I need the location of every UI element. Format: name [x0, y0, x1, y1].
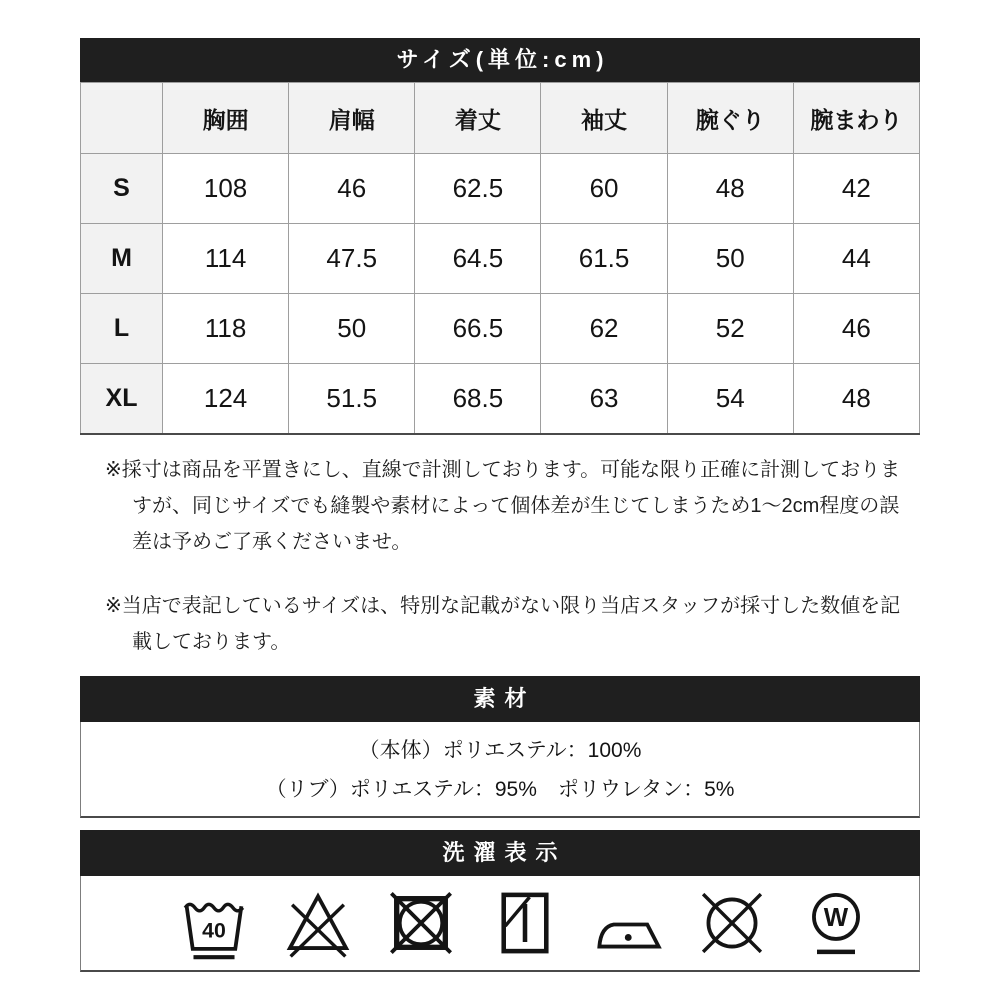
do-not-bleach-icon [280, 885, 356, 961]
measurement-value: 51.5 [289, 364, 415, 434]
measurement-value: 62 [541, 294, 667, 364]
size-row-s [81, 154, 920, 224]
wash-40-mild-icon [176, 885, 252, 961]
measurement-value: 46 [289, 154, 415, 224]
do-not-tumble-dry-icon [383, 885, 459, 961]
note-staff-measured: ※当店で表記しているサイズは、特別な記載がない限り当店スタッフが採寸した数値を記載しております。 [105, 594, 901, 653]
size-table [80, 82, 920, 435]
measurement-value: 48 [793, 364, 919, 434]
measurement-value: 118 [163, 294, 289, 364]
wet-cleaning-mild-icon [798, 885, 874, 961]
measurement-value: 108 [163, 154, 289, 224]
material-section [80, 676, 920, 818]
column-header-shoulder: 肩幅 [289, 83, 415, 154]
measurement-value: 68.5 [415, 364, 541, 434]
measurement-value: 62.5 [415, 154, 541, 224]
measurement-value: 44 [793, 224, 919, 294]
do-not-dry-clean-icon [694, 885, 770, 961]
measurement-value: 46 [793, 294, 919, 364]
size-label: M [81, 224, 163, 294]
size-label: XL [81, 364, 163, 434]
column-header-arm-width: 腕まわり [793, 83, 919, 154]
material-line-rib: （リブ）ポリエステル：95% ポリウレタン：5% [265, 778, 735, 801]
size-row-xl [81, 364, 920, 434]
line-dry-in-shade-icon [487, 885, 563, 961]
size-label: S [81, 154, 163, 224]
care-symbols-row [81, 876, 919, 970]
column-header-length: 着丈 [415, 83, 541, 154]
care-section [80, 830, 920, 972]
wash-temp-label: 40 [202, 917, 226, 942]
size-section-title: サイズ(単位:cm) [80, 38, 920, 82]
material-section-title: 素材 [80, 676, 920, 722]
measurement-value: 64.5 [415, 224, 541, 294]
measurement-value: 47.5 [289, 224, 415, 294]
material-line-body: （本体）ポリエステル：100% [358, 739, 642, 762]
size-table-header-row [81, 83, 920, 154]
measurement-value: 63 [541, 364, 667, 434]
size-section [80, 38, 920, 435]
measurement-value: 66.5 [415, 294, 541, 364]
note-measurement-accuracy: ※採寸は商品を平置きにし、直線で計測しております。可能な限り正確に計測しておりますが、同じサイズでも縫製や素材によって個体差が生じてしまうため1〜2cm程度の誤差は予めご了承くださいませ。 [105, 458, 901, 553]
size-row-m [81, 224, 920, 294]
measurement-value: 42 [793, 154, 919, 224]
column-header-chest: 胸囲 [163, 83, 289, 154]
measurement-value: 50 [289, 294, 415, 364]
size-label: L [81, 294, 163, 364]
care-section-title: 洗濯表示 [80, 830, 920, 876]
measurement-value: 48 [667, 154, 793, 224]
measurement-value: 50 [667, 224, 793, 294]
column-header-armhole: 腕ぐり [667, 83, 793, 154]
size-row-l [81, 294, 920, 364]
measurement-value: 52 [667, 294, 793, 364]
material-composition [81, 722, 919, 816]
corner-cell [81, 83, 163, 154]
measurement-value: 54 [667, 364, 793, 434]
measurement-value: 124 [163, 364, 289, 434]
measurement-value: 60 [541, 154, 667, 224]
column-header-sleeve: 袖丈 [541, 83, 667, 154]
iron-low-heat-icon [591, 885, 667, 961]
wet-clean-label: W [823, 903, 849, 932]
measurement-value: 61.5 [541, 224, 667, 294]
measurement-notes [80, 452, 920, 660]
size-chart-page [80, 0, 920, 972]
measurement-value: 114 [163, 224, 289, 294]
